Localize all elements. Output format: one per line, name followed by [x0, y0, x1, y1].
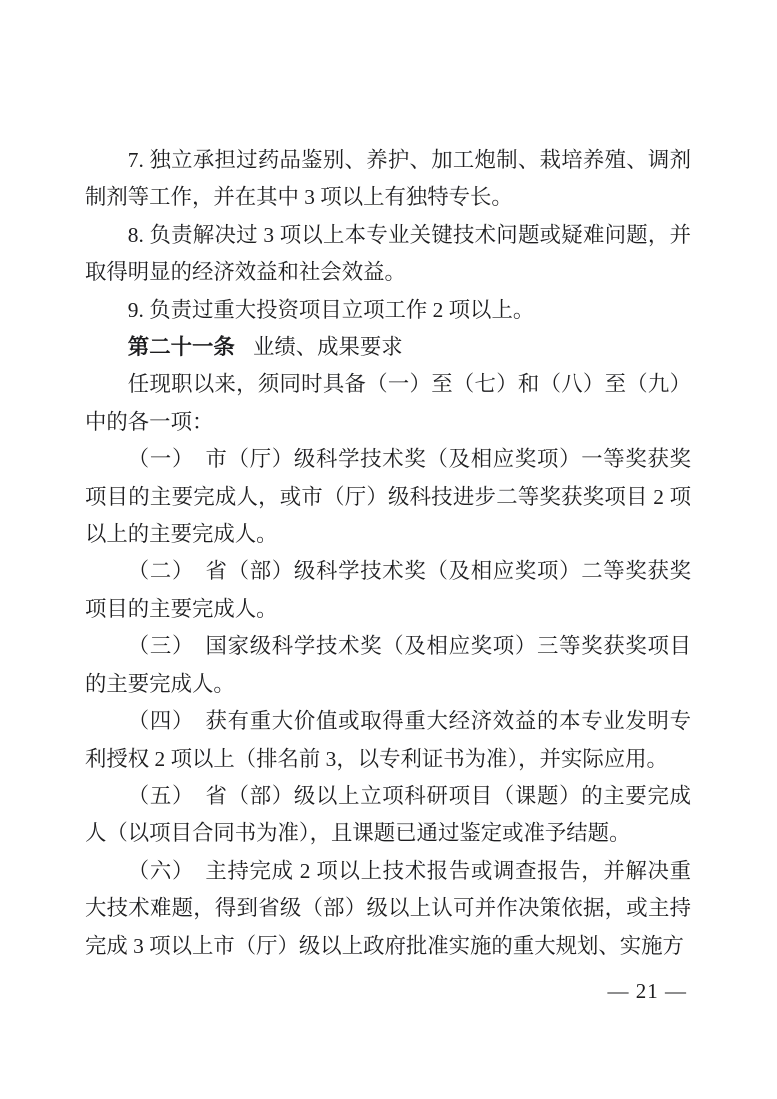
item-2: （二） 省（部）级科学技术奖（及相应奖项）二等奖获奖项目的主要完成人。 [85, 559, 691, 621]
clause-9: 9. 负责过重大投资项目立项工作 2 项以上。 [127, 297, 535, 322]
item-4: （四） 获有重大价值或取得重大经济效益的本专业发明专利授权 2 项以上（排名前 3，以专利证书为准），并实际应用。 [85, 709, 691, 771]
clause-8: 8. 负责解决过 3 项以上本专业关键技术问题或疑难问题，并取得明显的经济效益和社会效益。 [85, 222, 691, 285]
article-heading [85, 329, 691, 366]
article-number: 第二十一条 [127, 335, 235, 360]
article-title: 业绩、成果要求 [252, 335, 403, 360]
item-5: （五） 省（部）级以上立项科研项目（课题）的主要完成人（以项目合同书为准），且课题已通过鉴定或准予结题。 [85, 783, 691, 846]
document-body [85, 142, 691, 965]
item-3: （三） 国家级科学技术奖（及相应奖项）三等奖获奖项目的主要完成人。 [85, 634, 691, 696]
clause-7: 7. 独立承担过药品鉴别、养护、加工炮制、栽培养殖、调剂制剂等工作，并在其中 3 项以上有独特专长。 [85, 148, 691, 210]
item-6: （六） 主持完成 2 项以上技术报告或调查报告，并解决重大技术难题，得到省级（部）级以上认可并作决策依据，或主持完成 3 项以上市（厅）级以上政府批准实施的重大规划、实施方 [85, 858, 691, 958]
article-intro: 任现职以来，须同时具备（一）至（七）和（八）至（九）中的各一项： [85, 372, 691, 434]
page-number: — 21 — [607, 979, 687, 1003]
item-1: （一） 市（厅）级科学技术奖（及相应奖项）一等奖获奖项目的主要完成人，或市（厅）级科技进步二等奖获奖项目 2 项以上的主要完成人。 [85, 447, 691, 547]
